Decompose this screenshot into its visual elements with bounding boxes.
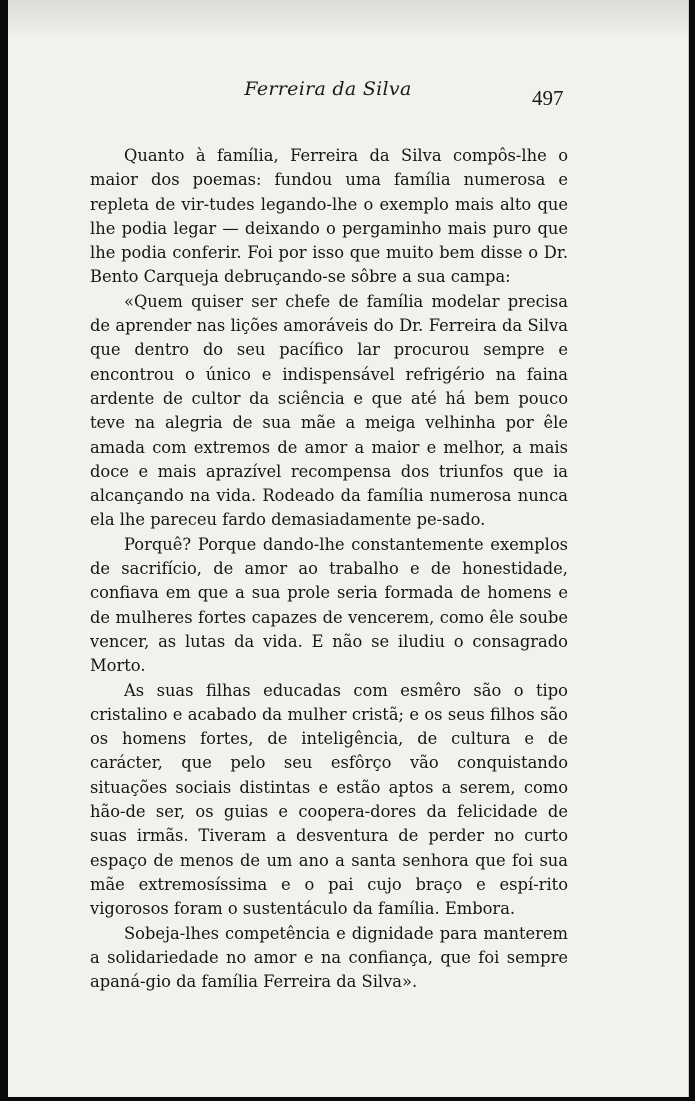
paragraph-1: Quanto à família, Ferreira da Silva compôs-lhe o maior dos poemas: fundou uma família numerosa e repleta de vir-tudes legando-lhe o exemplo mais alto que lhe podia legar — deixando o pergaminho mais puro que lhe podia conferir. Foi por isso que muito bem disse o Dr. Bento Carqueja debruçando-se sôbre a sua campa: bbox=[90, 146, 568, 287]
paragraph-2: «Quem quiser ser chefe de família modelar precisa de aprender nas lições amoráveis do Dr. Ferreira da Silva que dentro do seu pacífico lar procurou sempre e encontrou o único e indispensável refrigério na faina ardente de cultor da sciência e que até há bem pouco teve na alegria de sua mãe a meiga velhinha por êle amada com extremos de amor a maior e melhor, a mais doce e mais aprazível recompensa dos triunfos que ia alcançando na vida. Rodeado da família numerosa nunca ela lhe pareceu fardo demasiadamente pe-sado. bbox=[90, 291, 568, 530]
paragraph-4: As suas filhas educadas com esmêro são o tipo cristalino e acabado da mulher cristã; e os seus filhos são os homens fortes, de inteligência, de cultura e de carácter, que pelo seu esfôrço vão conquistando situações sociais distintas e estão aptos a serem, como hão-de ser, os guias e coopera-dores da felicidade de suas irmãs. Tiveram a desventura de perder no curto espaço de menos de um ano a santa senhora que foi sua mãe extremosíssima e o pai cujo braço e espí-rito vigorosos foram o sustentáculo da família. Embora. bbox=[90, 680, 568, 919]
paragraph-3: Porquê? Porque dando-lhe constantemente exemplos de sacrifício, de amor ao trabalho e de honestidade, confiava em que a sua prole seria formada de homens e de mulheres fortes capazes de vencerem, como êle soube vencer, as lutas da vida. E não se iludiu o consagrado Morto. bbox=[90, 534, 568, 676]
running-title: Ferreira da Silva bbox=[244, 78, 412, 100]
page-number: 497 bbox=[532, 86, 564, 110]
book-page bbox=[8, 0, 689, 1097]
paragraph-5: Sobeja-lhes competência e dignidade para manterem a solidariedade no amor e na confiança, que foi sempre apaná-gio da família Ferreira da Silva». bbox=[90, 923, 568, 992]
body-text bbox=[90, 144, 568, 994]
page-header bbox=[8, 72, 688, 112]
